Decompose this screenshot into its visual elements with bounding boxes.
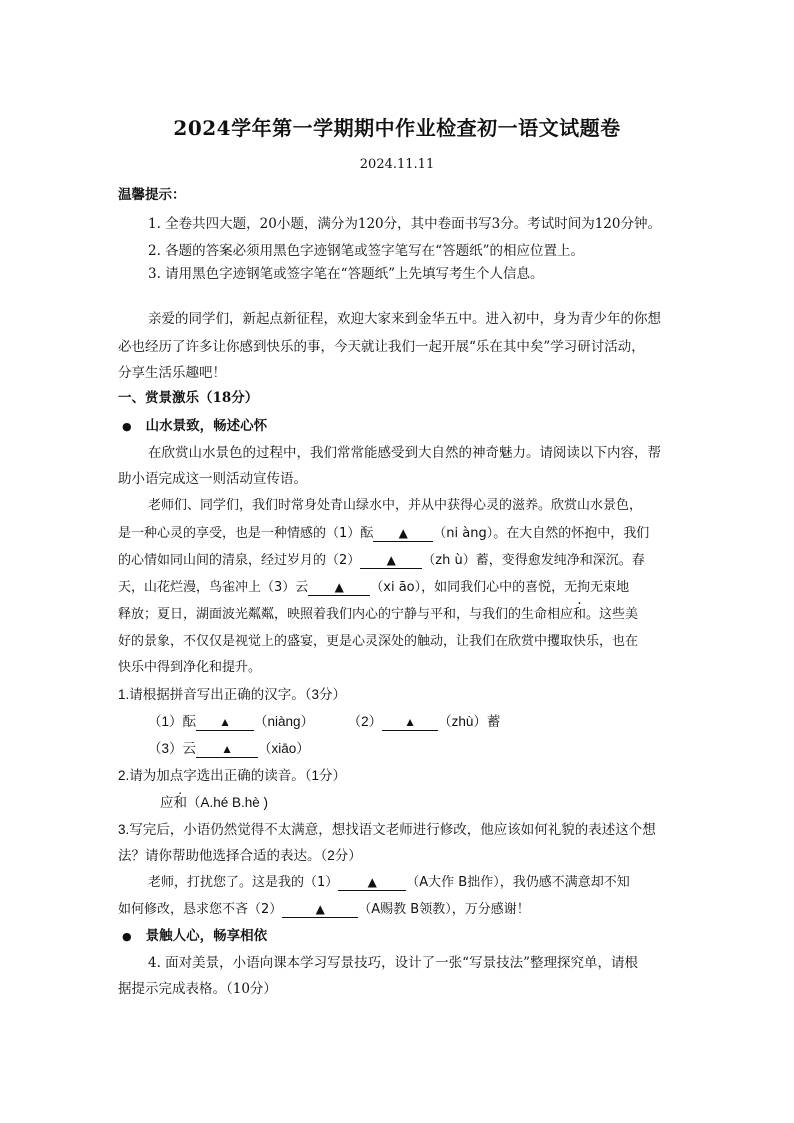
- q2-options: 应和（A.hé B.hè ): [160, 795, 269, 810]
- answer-blank[interactable]: ▲: [360, 552, 422, 569]
- answer-blank[interactable]: ▲: [373, 525, 433, 542]
- intro-line: 必也经历了许多让你感到快乐的事，今天就让我们一起开展“乐在其中矣”学习研讨活动，: [118, 339, 645, 355]
- question-stem: 3.写完后，小语仍然觉得不太满意，想找语文老师进行修改，他应该如何礼貌的表述这个想: [118, 822, 656, 837]
- section-heading: 一、赏景激乐（18分）: [118, 390, 259, 406]
- answer-blank[interactable]: ▲: [308, 579, 370, 596]
- topic-title: 景触人心，畅享相依: [145, 928, 268, 944]
- passage-line: 的心情如同山间的清泉，经过岁月的（2） ▲ （zh ù）蓄，变得愈发纯净和深沉。春: [118, 553, 645, 568]
- tips-heading: 温馨提示：: [118, 187, 186, 203]
- tip-item: 1. 全卷共四大题，20小题，满分为120分，其中卷面书写3分。考试时间为120分钟。: [148, 216, 661, 232]
- emphasis-dot-char: 和: [173, 795, 187, 810]
- q3-line: 如何修改，恳求您不吝（2） ▲ （A赐教 B领教），万分感谢！: [118, 902, 530, 917]
- answer-blank[interactable]: ▲: [382, 714, 438, 731]
- tip-item: 3. 请用黑色字迹钢笔或签字笔在“答题纸”上先填写考生个人信息。: [148, 266, 544, 282]
- question-stem: 法？请你帮助他选择合适的表达。（2分）: [118, 848, 362, 863]
- passage-line: 天，山花烂漫，鸟雀冲上（3）云 ▲ （xi āo），如同我们心中的喜悦，无拘无束地: [118, 580, 630, 595]
- topic-heading-1: [122, 414, 267, 434]
- passage-line: 释放；夏日，湖面波光粼粼，映照着我们内心的宁静与平和，与我们的生命相应和。这些美: [118, 607, 639, 622]
- answer-blank[interactable]: ▲: [282, 901, 358, 918]
- emphasis-dot-char: 和: [573, 607, 587, 622]
- bullet-icon: ●: [122, 420, 132, 433]
- topic-title: 山水景致，畅述心怀: [145, 418, 268, 434]
- passage-line: 好的景象，不仅仅是视觉上的盛宴，更是心灵深处的触动，让我们在欣赏中攫取快乐，也在: [118, 634, 639, 649]
- question-stem: 1.请根据拼音写出正确的汉字。（3分）: [118, 687, 347, 702]
- exam-date: 2024.11.11: [359, 157, 435, 172]
- topic-desc-line: 在欣赏山水景色的过程中，我们常常能感受到大自然的神奇魅力。请阅读以下内容，帮: [148, 445, 661, 461]
- question-stem: 据提示完成表格。（10分）: [118, 981, 277, 997]
- answer-blank[interactable]: ▲: [196, 741, 258, 758]
- q3-line: 老师，打扰您了。这是我的（1） ▲ （A大作 B拙作），我仍感不满意却不知: [148, 875, 630, 890]
- tip-item: 2. 各题的答案必须用黑色字迹钢笔或签字笔写在“答题纸”的相应位置上。: [148, 243, 584, 259]
- passage-line: 老师们、同学们，我们时常身处青山绿水中，并从中获得心灵的滋养。欣赏山水景色，: [148, 498, 643, 513]
- q1-answer-row: （3）云 ▲ （xiāo）: [148, 741, 310, 756]
- answer-blank[interactable]: ▲: [196, 714, 254, 731]
- intro-line: 分享生活乐趣吧！: [118, 365, 226, 381]
- topic-heading-2: [122, 924, 267, 944]
- q1-answer-row: （1）酝 ▲ （niàng） （2） ▲ （zhù）蓄: [148, 714, 501, 729]
- passage-line: 快乐中得到净化和提升。: [118, 660, 262, 675]
- bullet-icon: ●: [122, 930, 132, 943]
- answer-blank[interactable]: ▲: [338, 874, 406, 891]
- topic-desc-line: 助小语完成这一则活动宣传语。: [118, 471, 307, 487]
- question-stem: 2.请为加点字选出正确的读音。（1分）: [118, 768, 347, 783]
- passage-line: 是一种心灵的享受，也是一种情感的（1）酝 ▲ （ni àng）。在大自然的怀抱中，我们: [118, 526, 650, 541]
- page-title: 2024学年第一学期期中作业检查初一语文试题卷: [173, 116, 621, 140]
- question-stem: 4. 面对美景，小语向课本学习写景技巧，设计了一张“写景技法”整理探究单，请根: [148, 955, 638, 971]
- intro-line: 亲爱的同学们，新起点新征程，欢迎大家来到金华五中。进入初中，身为青少年的你想: [148, 311, 661, 327]
